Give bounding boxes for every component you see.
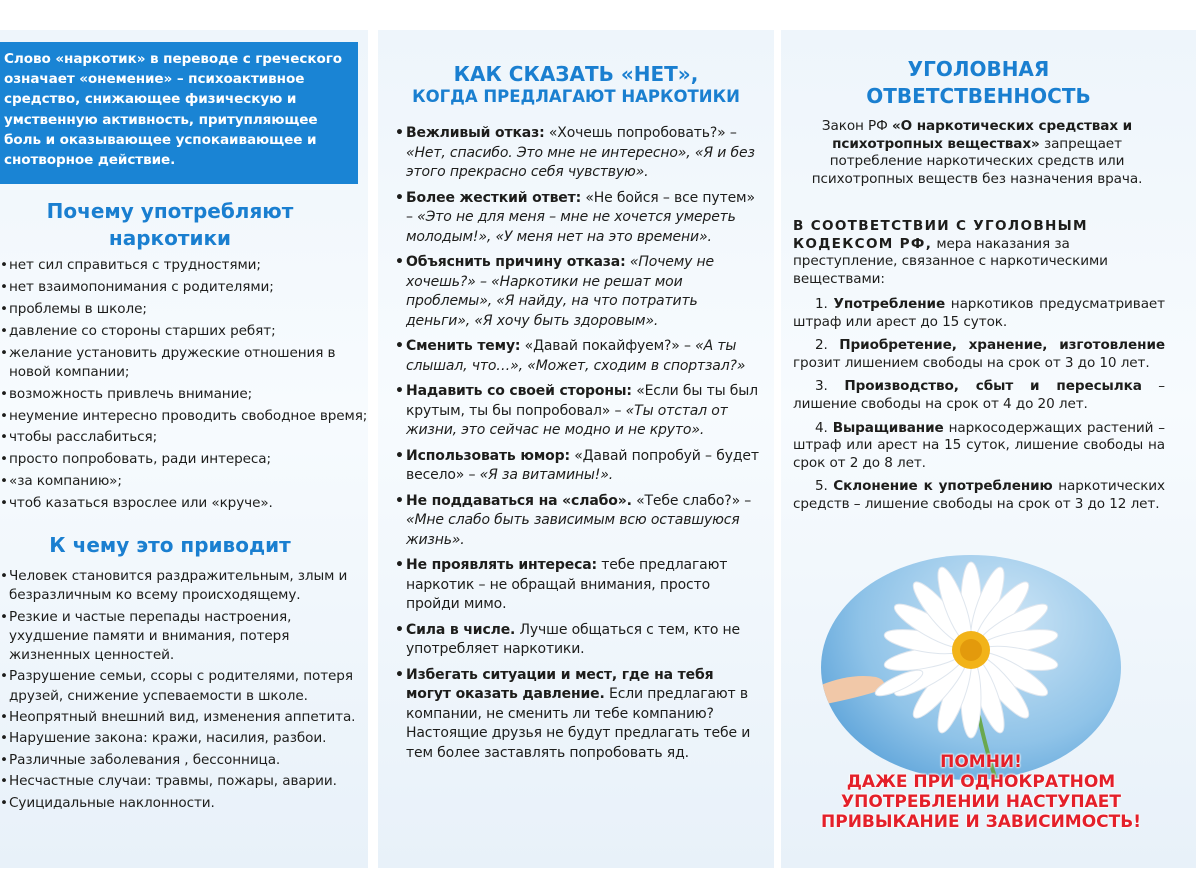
penalty-text: – лишение свободы на срок от 4 до 20 лет. <box>793 378 1166 412</box>
list-item <box>793 378 1165 413</box>
offence-name: Склонение к употреблению <box>833 478 1053 495</box>
heading-line: УГОЛОВНАЯ <box>907 57 1050 81</box>
list-item <box>395 124 763 183</box>
list-item <box>395 253 763 331</box>
list-item <box>395 556 763 615</box>
list-item: • желание установить дружеские отношения в новой компании; <box>0 344 368 382</box>
tip-label: Надавить со своей стороны: <box>406 383 632 399</box>
list-item: • Суицидальные наклонности. <box>0 794 368 813</box>
penalty-text: грозит лишением свободы на срок от 3 до 10 лет. <box>793 354 1150 371</box>
tip-text: «Давай попробуй – будет весело» – <box>406 447 759 483</box>
list-item <box>793 478 1165 513</box>
tip-text: «Не бойся – все путем» – <box>406 189 755 225</box>
why-use-list <box>0 256 368 516</box>
list-item: • Разрушение семьи, ссоры с родителями, потеря друзей, снижение успеваемости в школе. <box>0 667 368 705</box>
punishments-list <box>793 296 1165 520</box>
heading-line: КАК СКАЗАТЬ «НЕТ», <box>453 62 699 86</box>
list-item: • давление со стороны старших ребят; <box>0 322 368 341</box>
list-item <box>793 296 1165 331</box>
list-item: • просто попробовать, ради интереса; <box>0 450 368 469</box>
offence-name: Выращивание <box>832 419 944 436</box>
item-number: 2. <box>815 337 840 354</box>
warning-message <box>781 752 1181 832</box>
intro-definition-text: Слово «наркотик» в переводе с греческого означает «онемение» – психоактивное средство, снижающее физическую и умственную активность, притупляющее боль и оказывающее успокаивающее и снотворное действие. <box>4 51 342 169</box>
list-item: • Различные заболевания , бессонница. <box>0 751 368 770</box>
tip-label: Более жесткий ответ: <box>406 189 582 206</box>
tip-quote: «Нет, спасибо. Это мне не интересно», «Я и без этого прекрасно себя чувствую». <box>406 144 755 180</box>
tip-quote: «А ты слышал, что…», «Может, сходим в спортзал?» <box>406 338 746 374</box>
consequences-heading: К чему это приводит <box>49 533 291 557</box>
list-item: • неумение интересно проводить свободное время; <box>0 407 368 426</box>
list-item: • проблемы в школе; <box>0 300 368 319</box>
law-text: запрещает потребление наркотических средств или психотропных веществ без назначения врача. <box>811 135 1143 187</box>
tip-label: Не проявлять интереса: <box>406 557 597 573</box>
list-item: • Резкие и частые перепады настроения, ухудшение памяти и внимания, потеря жизненных ценностей. <box>0 608 368 666</box>
item-number: 1. <box>815 296 834 312</box>
warning-line: ПРИВЫКАНИЕ И ЗАВИСИМОСТЬ! <box>821 812 1141 832</box>
list-item: • «за компанию»; <box>0 472 368 491</box>
offence-name: Производство, сбыт и пересылка <box>844 378 1142 395</box>
heading-line: ОТВЕТСТВЕННОСТЬ <box>866 84 1091 108</box>
daisy-illustration <box>821 555 1121 780</box>
tip-quote: «Почему не хочешь?» – «Наркотики не решат мои проблемы», «Я найду, на что потратить деньги», «Я хочу быть здоровым». <box>406 254 715 329</box>
heading-line: КОГДА ПРЕДЛАГАЮТ НАРКОТИКИ <box>412 87 740 106</box>
tip-quote: «Мне слабо быть зависимым всю оставшуюся жизнь». <box>406 512 740 548</box>
how-to-say-no-heading <box>378 63 774 108</box>
list-item: • возможность привлечь внимание; <box>0 385 368 404</box>
list-item <box>793 337 1165 372</box>
list-item <box>395 492 763 551</box>
tip-text: «Тебе слабо?» – <box>631 492 752 509</box>
middle-panel <box>378 30 774 868</box>
tip-label: Сила в числе. <box>406 621 516 638</box>
offence-name: Приобретение, хранение, изготовление <box>839 337 1165 354</box>
tip-quote: «Я за витамины!». <box>479 467 614 483</box>
list-item: • Несчастные случаи: травмы, пожары, аварии. <box>0 772 368 791</box>
tip-label: Вежливый отказ: <box>406 125 545 141</box>
tip-label: Объяснить причину отказа: <box>406 254 626 270</box>
daisy-photo <box>821 555 1121 780</box>
criminal-code-text: мера наказания за преступление, связанное с наркотическими веществами: <box>793 235 1108 287</box>
list-item <box>395 189 763 248</box>
why-use-heading: Почему употребляют наркотики <box>46 199 294 250</box>
list-item: • чтоб казаться взрослее или «круче». <box>0 494 368 513</box>
consequences-list <box>0 567 368 815</box>
penalty-text: наркотиков предусматривает штраф или арест до 15 суток. <box>793 296 1166 330</box>
list-item: • нет сил справиться с трудностями; <box>0 256 368 275</box>
criminal-liability-heading <box>781 56 1176 110</box>
criminal-code-paragraph <box>793 218 1165 288</box>
tip-text: «Если бы ты был крутым, ты бы попробовал» – <box>406 383 758 419</box>
list-item <box>395 337 763 376</box>
left-panel <box>0 30 368 868</box>
tip-quote: «Ты отстал от жизни, это сейчас не модно и не круто». <box>406 402 728 438</box>
offence-name: Употребление <box>833 296 946 312</box>
law-text: Закон РФ <box>821 118 892 134</box>
tip-quote: «Это не для меня – мне не хочется умереть молодым!», «У меня нет на это времени». <box>406 209 736 245</box>
tip-label: Избегать ситуации и мест, где на тебя могут оказать давление. <box>406 666 714 702</box>
list-item <box>395 382 763 441</box>
warning-line: ПОМНИ! <box>940 752 1022 772</box>
tip-text: тебе предлагают наркотик – не обращай внимания, просто пройди мимо. <box>406 557 728 612</box>
list-item <box>395 621 763 660</box>
warning-line: ДАЖЕ ПРИ ОДНОКРАТНОМ <box>846 772 1116 792</box>
item-number: 4. <box>815 419 833 436</box>
list-item <box>395 447 763 486</box>
law-paragraph <box>793 118 1161 188</box>
list-item: • чтобы расслабиться; <box>0 428 368 447</box>
item-number: 3. <box>815 378 845 395</box>
list-item <box>793 420 1165 473</box>
warning-line: УПОТРЕБЛЕНИИ НАСТУПАЕТ <box>841 792 1121 812</box>
tip-label: Не поддаваться на «слабо». <box>406 492 632 509</box>
penalty-text: наркотических средств – лишение свободы на срок от 3 до 12 лет. <box>793 478 1165 512</box>
tip-text: «Давай покайфуем?» – <box>520 338 696 354</box>
tip-label: Использовать юмор: <box>406 447 570 464</box>
tip-text: «Хочешь попробовать?» – <box>544 125 737 141</box>
criminal-code-caption: В СООТВЕТСТВИИ С УГОЛОВНЫМ КОДЕКСОМ РФ, <box>793 218 1088 252</box>
list-item: • Человек становится раздражительным, злым и безразличным ко всему происходящему. <box>0 567 368 605</box>
list-item: • нет взаимопонимания с родителями; <box>0 278 368 297</box>
right-panel <box>781 30 1196 868</box>
refusal-tips-list <box>395 124 763 769</box>
tip-text: Если предлагают в компании, не сменить ли тебе компанию? Настоящие друзья не будут предлагать тебе и тем более заставлять попробовать яд. <box>406 686 751 761</box>
list-item: • Нарушение закона: кражи, насилия, разбои. <box>0 729 368 748</box>
intro-definition-box <box>0 42 358 184</box>
item-number: 5. <box>815 478 834 495</box>
law-name: «О наркотических средствах и психотропных веществах» <box>832 118 1133 152</box>
penalty-text: наркосодержащих растений – штраф или арест на 15 суток, лишение свободы на срок от 2 до 8 лет. <box>793 419 1165 471</box>
list-item <box>395 666 763 764</box>
list-item: • Неопрятный внешний вид, изменения аппетита. <box>0 708 368 727</box>
tip-text: Лучше общаться с тем, кто не употребляет наркотики. <box>406 621 741 657</box>
tip-label: Сменить тему: <box>406 338 521 354</box>
